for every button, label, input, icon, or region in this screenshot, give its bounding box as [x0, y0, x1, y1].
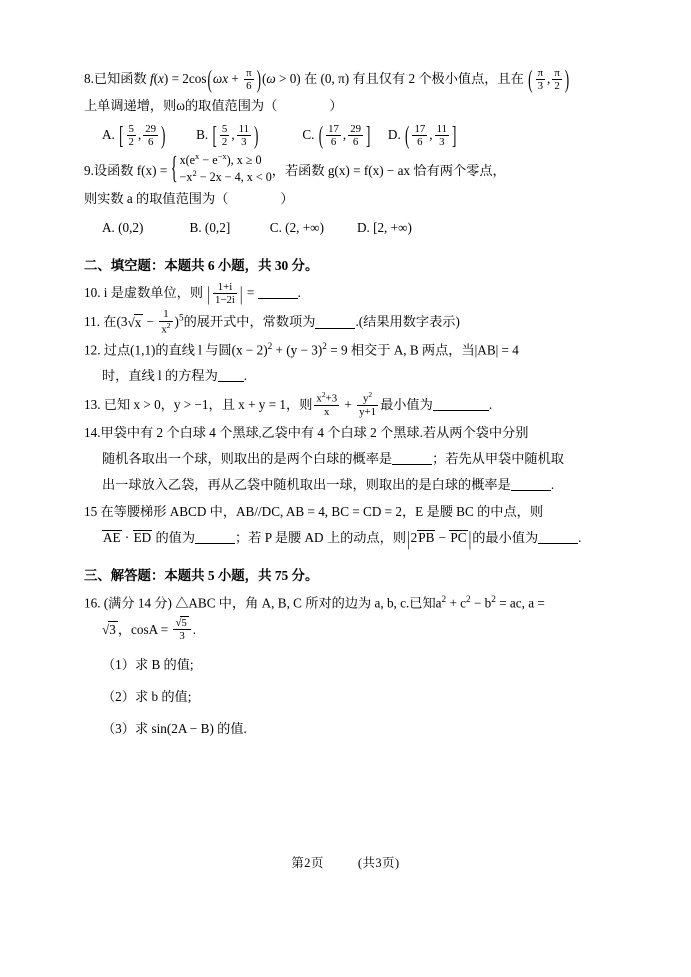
question-11 — [84, 308, 614, 335]
question-8-options — [84, 122, 614, 149]
section-3-heading-bold: 三、解答题： — [84, 568, 165, 584]
question-16-line-2: √3 ，cosA = $\frac{√5}{3}$ . — [102, 617, 197, 643]
question-10 — [84, 280, 614, 306]
question-9 — [84, 151, 614, 241]
question-9-option-d: D. [2, +∞) — [356, 220, 412, 236]
section-3-heading-rest: 本题共 5 小题，共 75 分。 — [164, 568, 319, 584]
question-8-option-b: B. [ $\frac{5}{2}$ , $\frac{11}{3}$ ) — [196, 120, 259, 150]
question-12-line-1: 12. 过点(1,1)的直线 l 与圆$(x - 2)^2 + (y - 3)^2 = 9$ 相交于 A, B 两点，当|AB| = 4 — [84, 341, 519, 358]
question-14-line-1: 14.甲袋中有 2 个白球 4 个黑球,乙袋中有 4 个白球 2 个黑球.若从两个袋中分别 — [84, 425, 529, 441]
question-16-sub-1: （1）求 B 的值; — [102, 657, 194, 673]
question-12 — [84, 337, 614, 389]
question-14 — [84, 420, 614, 497]
question-9-options — [84, 215, 614, 241]
question-8-option-a: A. [ $\frac{5}{2}$ , $\frac{29}{6}$ ) — [102, 120, 166, 150]
question-13 — [84, 391, 614, 418]
question-16-sub-2: （2）求 b 的值; — [102, 688, 192, 704]
section-2-heading-bold: 二、填空题： — [84, 258, 165, 274]
question-8 — [84, 66, 614, 149]
question-8-line-1: 8.已知函数 f(x) = 2cos(ωx + $\frac{\pi}{6}$ )(ω > 0) 在 (0, π) 有且仅有 2 个极小值点，且在 ( $\frac{\pi}{3}$ , $\frac{\pi}{2}$ ) — [84, 64, 570, 94]
question-15-line-2: AE · ED 的值为 ；若 P 是腰 AD 上的动点，则|2PB − PC |的最小值为 . — [103, 526, 582, 550]
page-content — [84, 66, 614, 743]
question-9-option-b: B. (0,2] — [189, 220, 231, 236]
question-13-line-1: 13. 已知 x > 0，y > −1，且 x + y = 1，则 $\frac{x^2+3}{x}$ + $\frac{y^2}{y+1}$ 最小值为 . — [84, 390, 493, 418]
question-16 — [84, 590, 614, 741]
question-8-option-d: D. ( $\frac{17}{6}$ , $\frac{11}{3}$ ] — [387, 120, 457, 150]
question-10-line-1: 10. i 是虚数单位，则 | $\frac{1+i}{1-2i}$ | = . — [84, 280, 301, 306]
question-8-option-c: C. ( $\frac{17}{6}$ , $\frac{29}{6}$ ] — [302, 120, 371, 150]
question-12-line-2: 时，直线 l 的方程为 . — [102, 368, 248, 384]
question-9-line-2: 则实数 a 的取值范围为（ ） — [84, 190, 294, 206]
footer-total-pages: (共3页) — [357, 856, 400, 870]
footer-page-number: 第2页 — [291, 856, 324, 870]
section-2-heading-rest: 本题共 6 小题，共 30 分。 — [164, 258, 319, 274]
question-14-line-2: 随机各取出一个球，则取出的是两个白球的概率是 ；若先从甲袋中随机取 — [102, 450, 564, 466]
question-8-line-2: 上单调递增，则ω的取值范围为（ ） — [84, 97, 343, 113]
question-9-option-a: A. (0,2) — [102, 220, 144, 236]
page-footer — [0, 853, 691, 871]
question-9-option-c: C. (2, +∞) — [269, 220, 324, 236]
section-2-heading — [84, 255, 614, 274]
question-9-line-1: 9.设函数 f(x) = { $x(e^x - e^{-x})$, x ≥ 0 $-x^2 - 2x - 4$, x < 0 ，若函数 g(x) = f(x) − ax 恰有两个零点， — [84, 149, 506, 186]
question-15 — [84, 499, 614, 551]
question-16-sub-3: （3）求 sin(2A − B) 的值. — [102, 720, 247, 736]
section-3-heading — [84, 565, 614, 584]
question-11-line-1: 11. 在(3√x − $\frac{1}{x^2}$ )$^5$的展开式中，常数项为 .(结果用数字表示) — [84, 308, 460, 336]
question-15-line-1: 15 在等腰梯形 ABCD 中，AB//DC, AB = 4, BC = CD = 2，E 是腰 BC 的中点，则 — [84, 504, 544, 520]
question-14-line-3: 出一球放入乙袋，再从乙袋中随机取出一球，则取出的是白球的概率是 . — [102, 476, 555, 492]
question-16-line-1: 16. (满分 14 分) △ABC 中，角 A, B, C 所对的边为 a, b, c.已知$a^2 + c^2 - b^2$ = ac, a = — [84, 594, 545, 611]
